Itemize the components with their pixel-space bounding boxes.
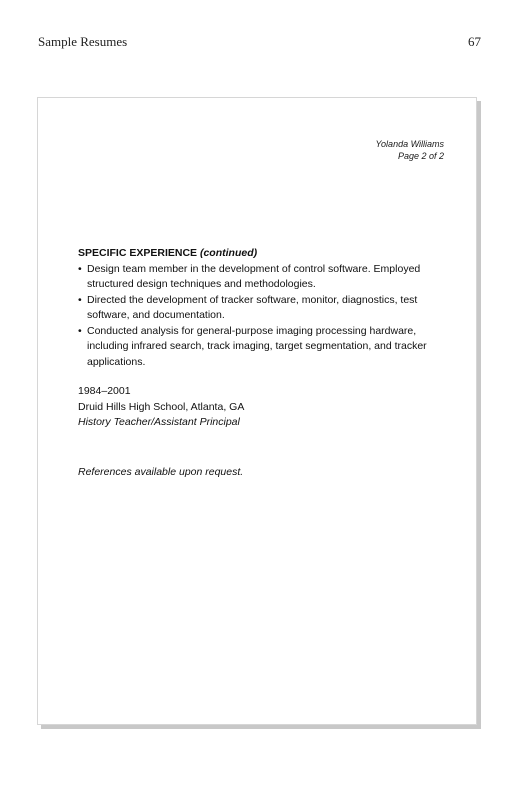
running-head (376, 138, 444, 162)
resume-sheet (37, 97, 477, 725)
job-title: History Teacher/Assistant Principal (78, 416, 240, 428)
experience-item-text: Design team member in the development of control software. Employed structured design techniques and methodologies. (87, 262, 421, 290)
header-title: Sample Resumes (38, 34, 128, 49)
header-page-number: 67 (468, 34, 481, 49)
experience-item-text: Directed the development of tracker software, monitor, diagnostics, test software, and documentation. (87, 293, 418, 321)
bullet-icon: • (78, 262, 82, 275)
experience-item (78, 262, 458, 293)
references-note: References available upon request. (78, 465, 244, 478)
job-dates: 1984–2001 (78, 385, 131, 397)
section-heading (78, 246, 458, 262)
section-heading-text: SPECIFIC EXPERIENCE (78, 247, 198, 259)
bullet-icon: • (78, 293, 82, 306)
running-head-page: Page 2 of 2 (397, 151, 444, 161)
job-block (78, 384, 458, 431)
bullet-icon: • (78, 324, 82, 337)
experience-item-text: Conducted analysis for general-purpose imaging processing hardware, including infrared search, track imaging, target segmentation, and tracker applications. (87, 324, 427, 368)
job-employer: Druid Hills High School, Atlanta, GA (78, 400, 245, 413)
experience-list (78, 262, 458, 371)
page-header (38, 34, 481, 52)
section-heading-suffix: (continued) (199, 247, 258, 259)
experience-item (78, 293, 458, 324)
running-head-name: Yolanda Williams (375, 139, 444, 149)
resume-content (78, 246, 458, 480)
experience-item (78, 324, 458, 371)
